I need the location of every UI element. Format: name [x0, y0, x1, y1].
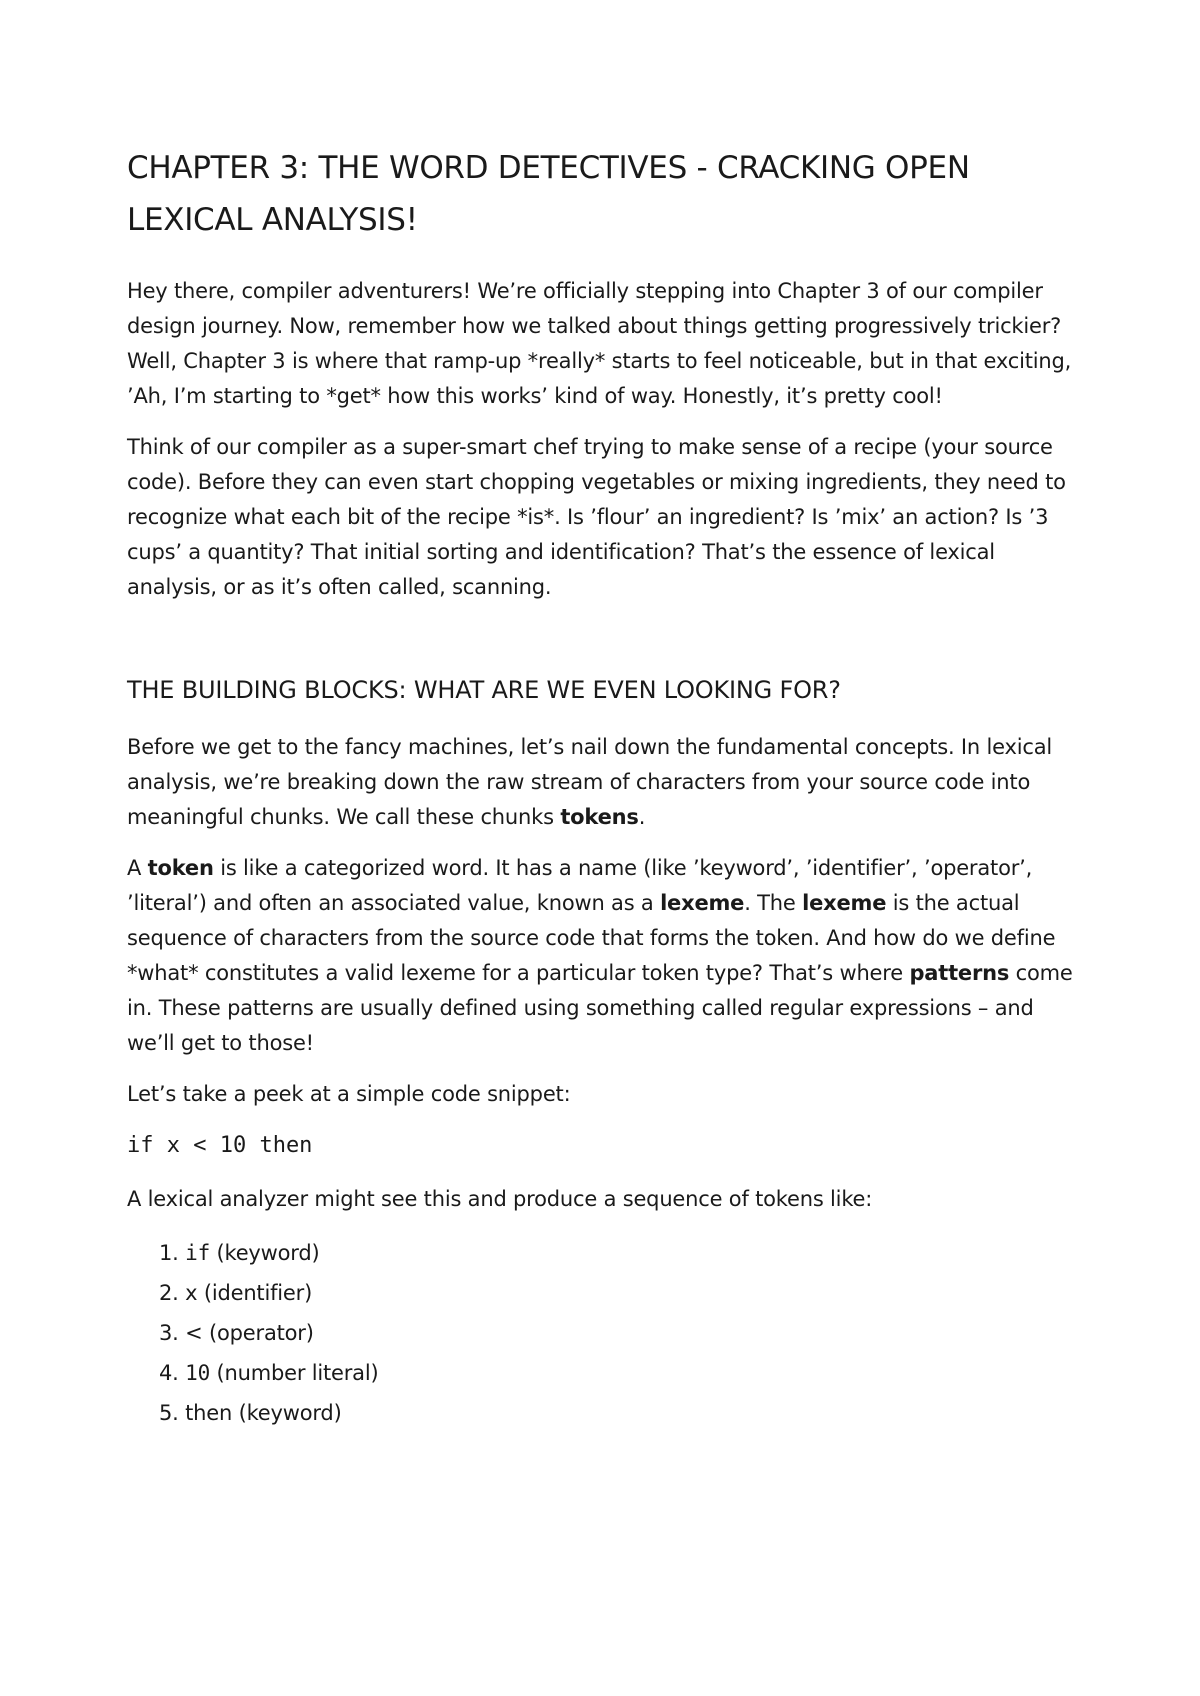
token-list [127, 1233, 1087, 1433]
token-kind: (number literal) [216, 1361, 379, 1385]
bold-term-token: token [147, 856, 214, 880]
intro-paragraph-2: Think of our compiler as a super-smart chef trying to make sense of a recipe (your source code). Before they can even start chopping vegetables or mixing ingredients, they need to recognize what each bit of the recipe *is*. Is ’flour’ an ingredient? Is ’mix’ an action? Is ’3 cups’ a quantity? That initial sorting and identification? That’s the essence of lexical analysis, or as it’s often called, scanning. [127, 435, 1066, 599]
token-kind: (operator) [209, 1321, 314, 1345]
text-run: is like a categorized word. It has a name (like ’keyword’, ’identifier’, ’operator’, ’literal’) and often an associated value, known as a [127, 856, 1033, 915]
token-kind: (keyword) [216, 1241, 320, 1265]
token-kind: (keyword) [238, 1401, 342, 1425]
text-run: is the actual sequence of characters from the source code that forms the token. And how do we define *what* constitutes a valid lexeme for a particular token type? That’s where [127, 891, 1056, 985]
text-run: A [127, 856, 148, 880]
token-kind: (identifier) [203, 1281, 313, 1305]
text-run: come in. These patterns are usually defined using something called regular expressions – and we’ll get to those! [127, 961, 1073, 1055]
list-number: 2. [159, 1281, 179, 1305]
snippet-intro-paragraph: Let’s take a peek at a simple code snippet: [127, 1082, 571, 1106]
list-number: 1. [159, 1241, 179, 1265]
token-lexeme: if [185, 1241, 211, 1265]
list-number: 3. [159, 1321, 179, 1345]
token-sequence-paragraph: A lexical analyzer might see this and produce a sequence of tokens like: [127, 1187, 873, 1211]
tokens-intro-paragraph [127, 730, 1087, 835]
token-lexeme: x [185, 1281, 198, 1305]
section-heading: THE BUILDING BLOCKS: WHAT ARE WE EVEN LOOKING FOR? [127, 676, 841, 704]
text-run: . [638, 805, 646, 829]
text-run: . The [744, 891, 803, 915]
list-item [127, 1233, 1087, 1273]
token-lexeme: 10 [185, 1361, 211, 1385]
token-lexeme: then [185, 1401, 233, 1425]
text-run: Before we get to the fancy machines, let’s nail down the fundamental concepts. In lexical analysis, we’re breaking down the raw stream of characters from your source code into meaningful chunks. We call these chunks [127, 735, 1053, 829]
code-snippet: if x < 10 then [127, 1133, 313, 1158]
list-item [127, 1353, 1087, 1393]
list-number: 4. [159, 1361, 179, 1385]
chapter-title: CHAPTER 3: THE WORD DETECTIVES - CRACKING OPEN LEXICAL ANALYSIS! [127, 150, 970, 238]
bold-term-tokens: tokens [560, 805, 639, 829]
intro-paragraph-1: Hey there, compiler adventurers! We’re officially stepping into Chapter 3 of our compiler design journey. Now, remember how we talked about things getting progressively trickier? Well, Chapter 3 is where that ramp-up *really* starts to feel noticeable, but in that exciting, ’Ah, I’m starting to *get* how this works’ kind of way. Honestly, it’s pretty cool! [127, 279, 1072, 408]
document-page [127, 142, 1087, 1433]
token-definition-paragraph [127, 851, 1087, 1061]
token-lexeme: < [185, 1321, 203, 1345]
list-item [127, 1273, 1087, 1313]
list-item [127, 1393, 1087, 1433]
bold-term-lexeme: lexeme [660, 891, 745, 915]
bold-term-lexeme: lexeme [802, 891, 887, 915]
list-item [127, 1313, 1087, 1353]
list-number: 5. [159, 1401, 179, 1425]
bold-term-patterns: patterns [909, 961, 1010, 985]
